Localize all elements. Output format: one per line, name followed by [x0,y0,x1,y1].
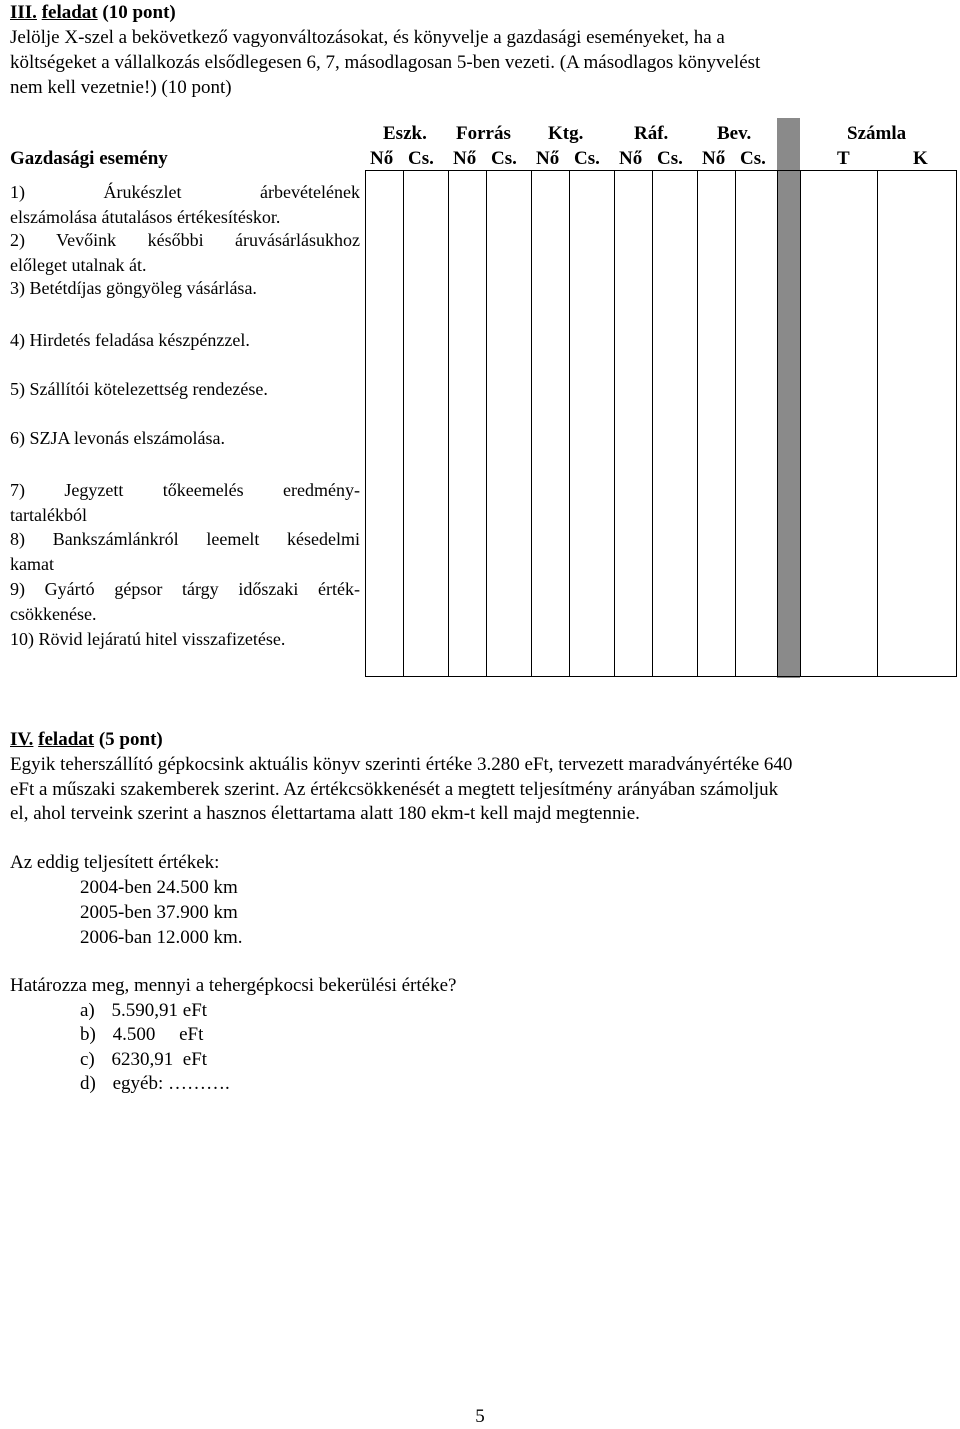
account-k-header: K [913,148,928,169]
sub-cs-5: Cs. [740,148,766,169]
event-7-line1: 7) Jegyzett tőkeemelés eredmény- [10,480,360,500]
task4-title-points: (5 pont) [98,729,163,750]
option-d-key: d) [80,1073,96,1094]
performed-2004: 2004-ben 24.500 km [80,877,238,898]
table-grid [365,118,957,678]
group-bev: Bev. [717,123,752,144]
task3-title-word: feladat [41,2,98,23]
event-row-9 [10,577,360,627]
grid-vline [800,170,801,677]
grid-vline [877,170,878,677]
task4-p1-line3: el, ahol terveink szerint a hasznos élettartama alatt 180 ekm-t kell majd megtennie. [10,803,640,824]
event-row-5 [10,377,360,402]
sub-no-4: Nő [619,148,643,169]
event-6-line1: 6) SZJA levonás elszámolása. [10,428,225,448]
event-row-2 [10,228,360,278]
sub-no-1: Nő [370,148,394,169]
sub-cs-2: Cs. [491,148,517,169]
group-raf: Ráf. [634,123,669,144]
option-b-key: b) [80,1024,96,1045]
sub-no-3: Nő [536,148,560,169]
task4-p1-line2: eFt a műszaki szakemberek szerint. Az értékcsökkenését a megtett teljesítmény arányában számoljuk [10,779,779,800]
event-row-1 [10,180,360,230]
event-row-7 [10,478,360,528]
grid-vline [531,170,532,677]
group-ktg: Ktg. [548,123,584,144]
event-9-line1: 9) Gyártó gépsor tárgy időszaki érték- [10,579,360,599]
event-row-6 [10,426,360,451]
task4-title-num: IV. [10,729,34,750]
grid-vline [448,170,449,677]
option-c-key: c) [80,1049,95,1070]
event-10-line1: 10) Rövid lejáratú hitel visszafizetése. [10,629,286,649]
option-c-text: 6230,91 eFt [111,1049,208,1070]
event-7-line2: tartalékból [10,505,87,525]
event-9-line2: csökkenése. [10,604,97,624]
event-2-line1: 2) Vevőink későbbi áruvásárlásukhoz [10,230,360,250]
shaded-separator-column [777,118,800,678]
group-forras: Forrás [456,123,511,144]
event-row-3 [10,276,360,301]
performed-label: Az eddig teljesített értékek: [10,852,220,873]
task3-title-points: (10 pont) [102,2,176,23]
sub-cs-4: Cs. [657,148,683,169]
event-8-line1: 8) Bankszámlánkról leemelt késedelmi [10,529,360,549]
task4-p1-line1: Egyik teherszállító gépkocsink aktuális könyv szerinti értéke 3.280 eFt, tervezett maradványértéke 640 [10,754,793,775]
grid-vline [365,170,366,677]
grid-vline [697,170,698,677]
grid-vline [569,170,570,677]
event-row-10 [10,627,360,652]
option-c [80,1047,207,1072]
option-b-text: 4.500 eFt [112,1024,204,1045]
account-header: Számla [847,123,907,144]
sub-no-5: Nő [702,148,726,169]
event-5-line1: 5) Szállítói kötelezettség rendezése. [10,379,268,399]
event-4-line1: 4) Hirdetés feladása készpénzzel. [10,330,250,350]
event-1-line2: elszámolása átutalásos értékesítéskor. [10,207,281,227]
page-number: 5 [475,1406,485,1427]
grid-vline [777,170,778,677]
sub-cs-3: Cs. [574,148,600,169]
grid-vline [652,170,653,677]
event-row-4 [10,328,360,353]
task3-instruction-1: Jelölje X-szel a bekövetkező vagyonváltozásokat, és könyvelje a gazdasági eseményeket, ha a [10,27,725,48]
grid-vline [614,170,615,677]
event-1-line1: 1) Árukészlet árbevételének [10,182,360,202]
option-b [80,1022,203,1047]
group-eszk: Eszk. [383,123,427,144]
sub-no-2: Nő [453,148,477,169]
option-a-key: a) [80,1000,95,1021]
task4-heading [10,727,163,752]
option-d [80,1071,230,1096]
grid-header-rule [365,170,957,171]
sub-cs-1: Cs. [408,148,434,169]
grid-vline [735,170,736,677]
grid-vline [486,170,487,677]
task3-instruction-2: költségeket a vállalkozás elsődlegesen 6, 7, másodlagosan 5-ben vezeti. (A másodlagos könyvelést [10,52,761,73]
option-d-text: egyéb: ………. [112,1073,230,1094]
event-row-8 [10,527,360,577]
task4-title-word: feladat [38,729,95,750]
grid-bottom-rule [365,676,957,677]
performed-2006: 2006-ban 12.000 km. [80,927,243,948]
task3-heading [10,0,176,25]
event-3-line1: 3) Betétdíjas göngyöleg vásárlása. [10,278,257,298]
event-column-header: Gazdasági esemény [10,148,168,169]
grid-vline [956,170,957,677]
task4-question: Határozza meg, mennyi a tehergépkocsi bekerülési értéke? [10,975,457,996]
option-a [80,998,207,1023]
account-t-header: T [837,148,850,169]
task3-title-num: III. [10,2,37,23]
grid-vline [403,170,404,677]
performed-2005: 2005-ben 37.900 km [80,902,238,923]
option-a-text: 5.590,91 eFt [111,1000,208,1021]
task3-instruction-3: nem kell vezetnie!) (10 pont) [10,77,232,98]
event-8-line2: kamat [10,554,54,574]
event-2-line2: előleget utalnak át. [10,255,147,275]
